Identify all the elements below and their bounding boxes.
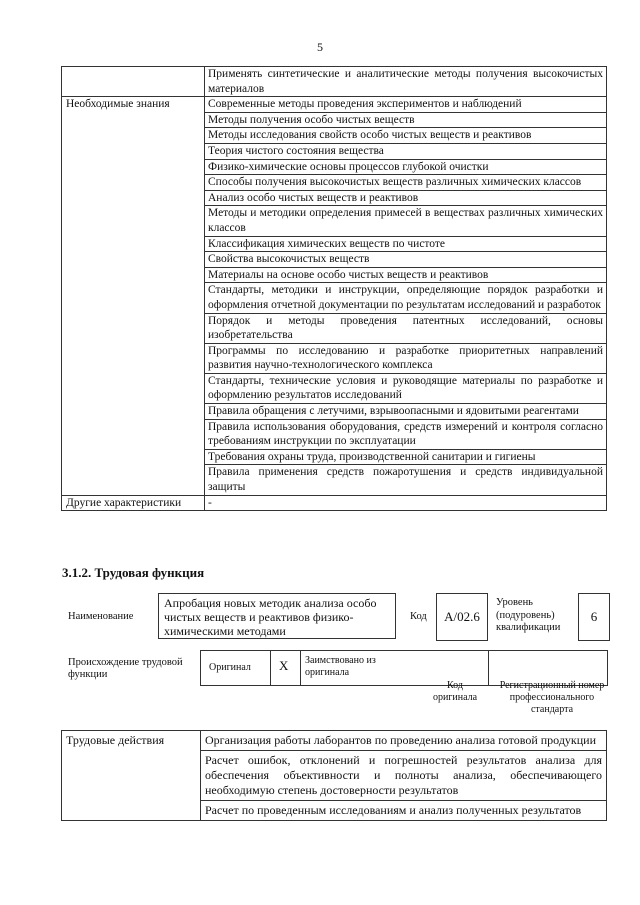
original-mark: X <box>279 658 289 673</box>
level-box: 6 <box>578 593 610 641</box>
knowledge-item: Методы получения особо чистых веществ <box>205 112 607 128</box>
table-row <box>62 67 607 97</box>
knowledge-item: Свойства высокочистых веществ <box>205 252 607 268</box>
skill-item: Применять синтетические и аналитические методы получения высокочистых материалов <box>205 67 607 97</box>
knowledge-item: Порядок и методы проведения патентных исследований, основы изобретательства <box>205 313 607 343</box>
knowledge-item: Современные методы проведения экспериментов и наблюдений <box>205 97 607 113</box>
reg-number-label: Регистрационный номер профессионального стандарта <box>499 680 605 715</box>
table-row <box>62 495 607 511</box>
table-row <box>62 731 607 751</box>
spacer <box>489 651 490 685</box>
function-name-box: Апробация новых методик анализа особо чистых веществ и реактивов физико-химическими методами <box>158 593 396 639</box>
labor-action-item: Расчет по проведенным исследованиям и анализ полученных результатов <box>201 801 607 821</box>
other-characteristics-value: - <box>205 495 607 511</box>
knowledge-item: Теория чистого состояния вещества <box>205 143 607 159</box>
knowledge-item: Правила применения средств пожаротушения и средств индивидуальной защиты <box>205 465 607 495</box>
knowledge-item: Программы по исследованию и разработке приоритетных направлений развития научно-технологического комплекса <box>205 343 607 373</box>
labor-actions-table <box>61 730 607 821</box>
knowledge-item: Физико-химические основы процессов глубокой очистки <box>205 159 607 175</box>
level-label: Уровень (подуровень) квалификации <box>496 597 561 633</box>
code-label: Код <box>410 611 427 622</box>
table-row <box>62 97 607 113</box>
knowledge-item: Правила обращения с летучими, взрывоопасными и ядовитыми реагентами <box>205 404 607 420</box>
origin-label: Происхождение трудовой функции <box>68 657 183 680</box>
knowledge-item: Правила использования оборудования, средств измерений и контроля согласно требованиям инструкции по эксплуатации <box>205 419 607 449</box>
knowledge-item: Стандарты, технические условия и руководящие материалы по разработке и оформлению результатов исследований <box>205 373 607 403</box>
knowledge-item: Анализ особо чистых веществ и реактивов <box>205 190 607 206</box>
knowledge-item: Стандарты, методики и инструкции, определяющие порядок разработки и оформления отчетной документации по результатам исследований и разработок <box>205 283 607 313</box>
original-mark-cell <box>271 651 301 685</box>
original-label: Оригинал <box>209 662 251 673</box>
knowledge-item: Методы и методики определения примесей в веществах различных химических классов <box>205 206 607 236</box>
section-title: 3.1.2. Трудовая функция <box>62 565 205 580</box>
labor-action-item: Расчет ошибок, отклонений и погрешностей результатов анализа для обеспечения объективности и полноты анализа, обеспечивающего необходимую степень достоверности результатов <box>201 751 607 801</box>
knowledge-table <box>61 66 607 511</box>
knowledge-item: Материалы на основе особо чистых веществ и реактивов <box>205 267 607 283</box>
knowledge-item: Требования охраны труда, производственной санитарии и гигиены <box>205 449 607 465</box>
borrowed-label: Заимствовано из оригинала <box>305 655 376 678</box>
knowledge-item: Классификация химических веществ по чистоте <box>205 236 607 252</box>
knowledge-item: Способы получения высокочистых веществ различных химических классов <box>205 175 607 191</box>
empty-label-cell <box>62 67 205 97</box>
name-label: Наименование <box>68 611 134 622</box>
code-box: A/02.6 <box>436 593 488 641</box>
page-number: 5 <box>317 40 323 54</box>
knowledge-item: Методы исследования свойств особо чистых веществ и реактивов <box>205 128 607 144</box>
labor-action-item: Организация работы лаборантов по проведению анализа готовой продукции <box>201 731 607 751</box>
knowledge-label: Необходимые знания <box>62 97 205 495</box>
code-original-label: Код оригинала <box>432 680 478 703</box>
labor-actions-label: Трудовые действия <box>62 731 201 821</box>
other-characteristics-label: Другие характеристики <box>62 495 205 511</box>
original-cell <box>201 651 271 685</box>
